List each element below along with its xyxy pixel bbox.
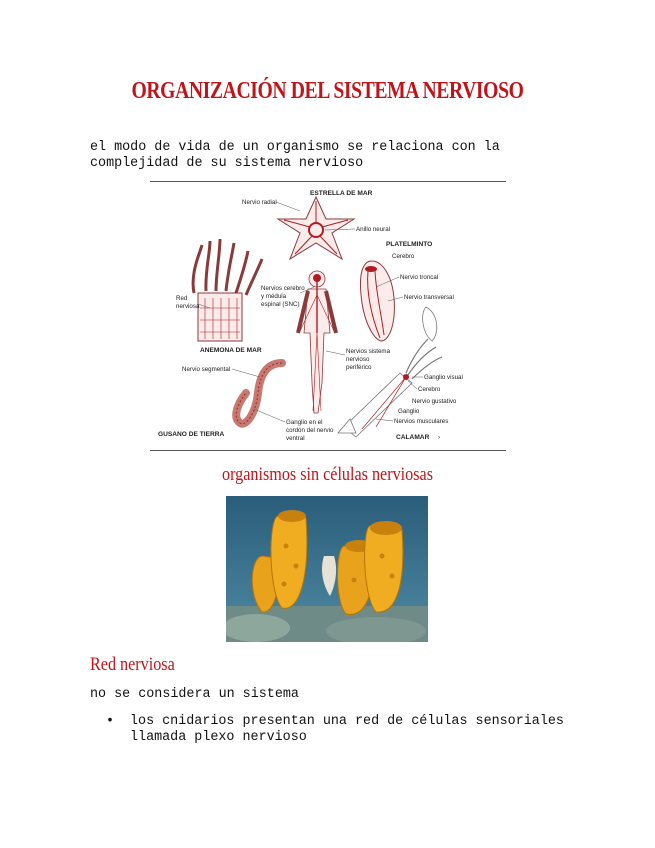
figure-top-rule xyxy=(150,181,506,182)
label-estrella: ESTRELLA DE MAR xyxy=(310,190,373,197)
label-gusano: GUSANO DE TIERRA xyxy=(158,431,225,438)
label-red-1: Red xyxy=(176,295,188,302)
human-illustration xyxy=(298,271,336,413)
label-cerebro-calamar: Cerebro xyxy=(418,386,441,393)
label-nervio-segmental: Nervio segmental xyxy=(182,366,231,373)
label-cordon-3: ventral xyxy=(286,435,305,442)
flatworm-illustration xyxy=(360,261,439,341)
label-periferico-3: periférico xyxy=(346,364,372,371)
heading-sin-celulas: organismos sin células nerviosas xyxy=(222,464,433,485)
sea-sponge-photo xyxy=(226,496,428,642)
label-ganglio: Ganglio xyxy=(398,408,420,415)
list-item xyxy=(106,714,566,746)
red-paragraph: no se considera un sistema xyxy=(90,687,299,702)
figure-bottom-rule xyxy=(150,450,506,451)
label-snc-1: Nervios cerebro xyxy=(261,285,305,292)
label-nervios-musculares: Nervios musculares xyxy=(394,418,449,425)
label-calamar: CALAMAR xyxy=(396,434,430,441)
label-anillo-neural: Anillo neural xyxy=(356,226,391,233)
label-nervio-troncal: Nervio troncal xyxy=(400,274,439,281)
label-cordon-2: cordón del nervio xyxy=(286,427,334,434)
label-nervio-transversal: Nervio transversal xyxy=(404,294,454,301)
intro-paragraph: el modo de vida de un organismo se relaciona con la complejidad de su sistema nervioso xyxy=(90,140,500,171)
starfish-illustration xyxy=(278,197,354,259)
sea-anemone-illustration xyxy=(193,239,262,341)
label-cordon-1: Ganglio en el xyxy=(286,419,323,426)
bullet-list xyxy=(106,714,566,746)
label-nervio-gustativo: Nervio gustativo xyxy=(412,398,457,405)
label-periferico-1: Nervios sistema xyxy=(346,348,391,355)
label-platelminto: PLATELMINTO xyxy=(386,241,433,248)
label-red-2: nerviosa xyxy=(176,303,200,310)
label-snc-3: espinal (SNC) xyxy=(261,301,300,308)
bullet-icon: • xyxy=(106,714,115,729)
heading-red-nerviosa: Red nerviosa xyxy=(90,654,175,675)
label-anemona: ANEMONA DE MAR xyxy=(200,347,262,354)
label-nervio-radial: Nervio radial xyxy=(242,199,277,206)
chevron-right-icon: › xyxy=(438,434,441,441)
list-item-text: los cnidarios presentan una red de células sensoriales llamada plexo nervioso xyxy=(130,714,564,745)
label-periferico-2: nervioso xyxy=(346,356,370,363)
label-cerebro-platelminto: Cerebro xyxy=(392,253,415,260)
nervous-systems-figure xyxy=(150,183,506,449)
page-title: ORGANIZACIÓN DEL SISTEMA NERVIOSO xyxy=(131,78,524,104)
label-snc-2: y médula xyxy=(261,293,287,300)
label-ganglio-visual: Ganglio visual xyxy=(424,374,463,381)
